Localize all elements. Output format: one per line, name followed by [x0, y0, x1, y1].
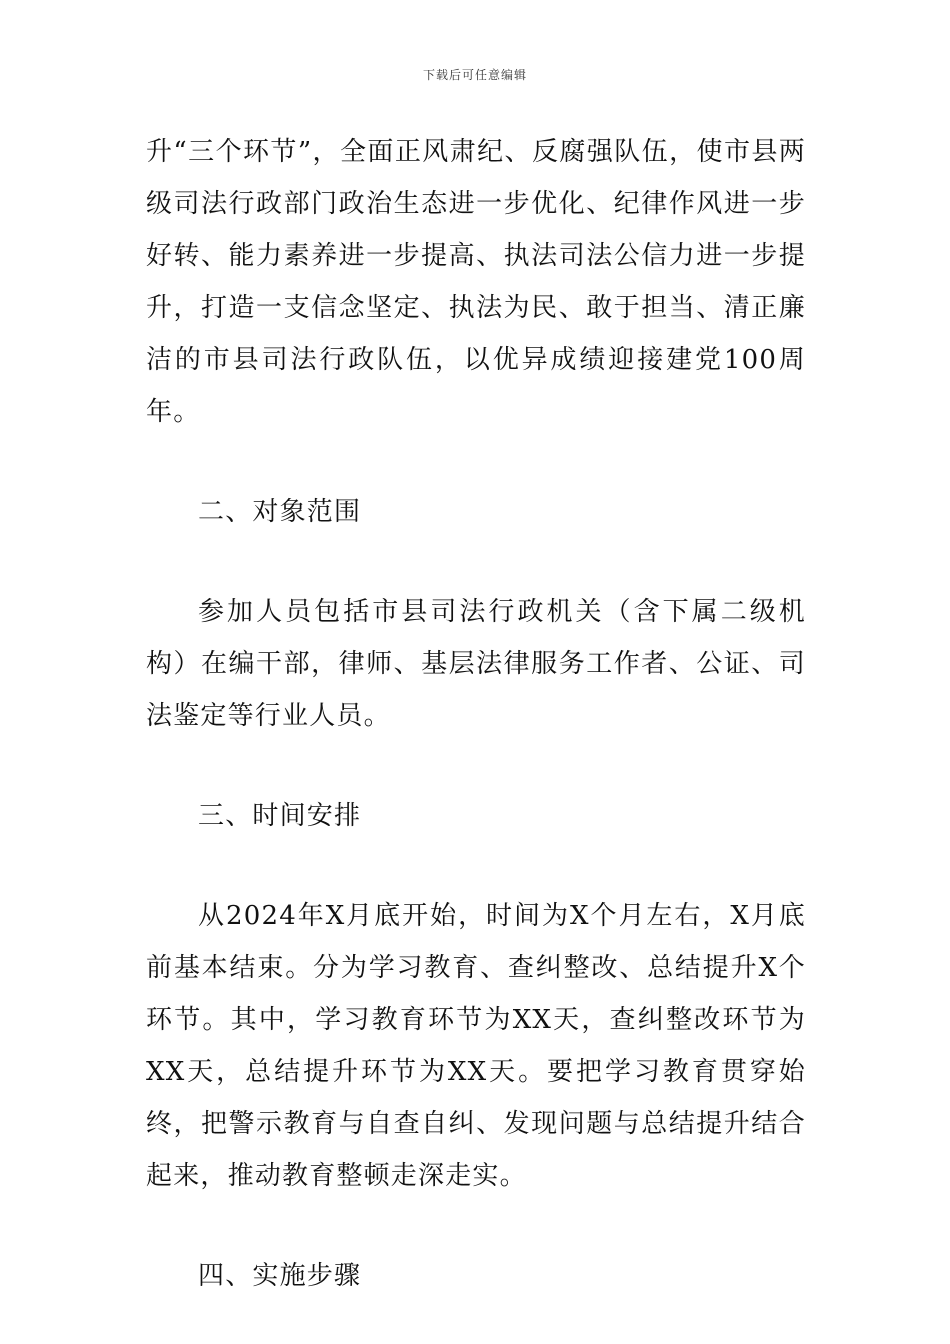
paragraph-timeline: 从2024年X月底开始，时间为X个月左右，X月底前基本结束。分为学习教育、查纠整改、总结提升X个环节。其中，学习教育环节为XX天，查纠整改环节为XX天，总结提升环节为XX天。要把学习教育贯穿始终，把警示教育与自查自纠、发现问题与总结提升结合起来，推动教育整顿走深走实。	[146, 901, 806, 1191]
section-heading-schedule: 三、时间安排	[198, 801, 362, 831]
paragraph-spacer	[146, 438, 806, 486]
paragraph-spacer	[146, 742, 806, 790]
paragraph-participants: 参加人员包括市县司法行政机关（含下属二级机构）在编干部，律师、基层法律服务工作者、公证、司法鉴定等行业人员。	[146, 597, 806, 731]
paragraph-spacer	[146, 1202, 806, 1250]
section-heading-scope: 二、对象范围	[198, 497, 362, 527]
section-heading-steps: 四、实施步骤	[198, 1261, 362, 1291]
page-header-note: 下载后可任意编辑	[422, 68, 527, 82]
paragraph-goal-continuation: 升“三个环节”，全面正风肃纪、反腐强队伍，使市县两级司法行政部门政治生态进一步优化、纪律作风进一步好转、能力素养进一步提高、执法司法公信力进一步提升，打造一支信念坚定、执法为民、敢于担当、清正廉洁的市县司法行政队伍，以优异成绩迎接建党100周年。	[146, 137, 806, 427]
document-body	[146, 126, 806, 1302]
paragraph-spacer	[146, 538, 806, 586]
paragraph-spacer	[146, 842, 806, 890]
